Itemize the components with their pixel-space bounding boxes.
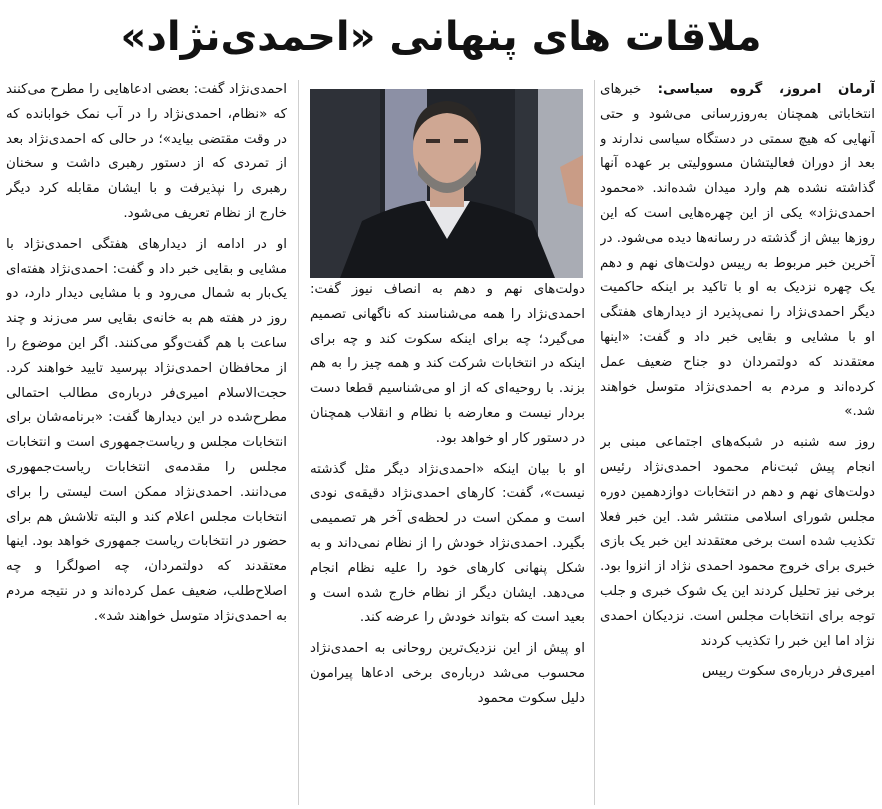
article-paragraph (600, 78, 875, 425)
article-paragraph: او با بیان اینکه «احمدی‌نژاد دیگر مثل گذشته نیست»، گفت: کارهای احمدی‌نژاد دقیقه‌ی نودی است و ممکن است در لحظه‌ی آخر هر تصمیمی بگیرد. احمدی‌نژاد خودش را از نظام نمی‌داند و به شکل پنهانی کارهای خود را علیه نظام انجام می‌دهد. ایشان دیگر از نظام خارج شده است و بعید است که بتواند خودش را عرضه کند. (310, 461, 585, 626)
paragraph-text: خبرهای انتخاباتی همچنان به‌روزرسانی می‌شود و حتی آنهایی که هیچ سمتی در دستگاه سیاسی ندارند و بعد از دوران فعالیتشان مسوولیتی بر عهده آنها گذاشته نشده هم وارد میدان شده‌اند. «محمود احمدی‌نژاد» یکی از این چهره‌هایی است که این روزها بیش از گذشته در رسانه‌ها دیده می‌شود. در آخرین خبر مربوط به رییس دولت‌های نهم و دهم یک چهره نزدیک به او با تاکید بر اینکه حاکمیت دیگر احمدی‌نژاد را نمی‌پذیرد از دیدارهای هفتگی او با مشایی و بقایی خبر داد و گفت: «اینها معتقدند که دولتمردان دو جناح ضعیف عمل کرده‌اند و مردم به احمدی‌نژاد متوسل خواهند شد.» (600, 82, 875, 420)
article-paragraph: او در ادامه از دیدارهای هفتگی احمدی‌نژاد با مشایی و بقایی خبر داد و گفت: احمدی‌نژاد هفته‌ای یک‌بار به شمال می‌رود و با مشایی دیدار دارد، دو روز در هفته هم به خانه‌ی بقایی سر می‌زند و چند ساعت با هم گفت‌وگو می‌کنند. اگر این موضوع را از محافظان احمدی‌نژاد بپرسید تایید خواهند کرد. حجت‌الاسلام امیری‌فر درباره‌ی مطالب احتمالی مطرح‌شده در این دیدارها گفت: «برنامه‌شان برای انتخابات مجلس و ریاست‌جمهوری است و انتخابات مجلس را مقدمه‌ی انتخابات ریاست‌جمهوری می‌دانند. احمدی‌نژاد ممکن است لیستی را برای انتخابات مجلس اعلام کند و البته تلاشش هم برای حضور در انتخابات ریاست جمهوری خواهد بود. اینها معتقدند که دولتمردان، چه اصولگرا و چه اصلاح‌طلب، ضعیف عمل کرده‌اند و در نتیجه مردم به احمدی‌نژاد متوسل خواهند شد». (6, 236, 287, 624)
article-column-middle (310, 278, 585, 809)
article-paragraph: دولت‌های نهم و دهم به انصاف نیوز گفت: احمدی‌نژاد را همه می‌شناسند که ناگهانی تصمیم می‌گیرد؛ چه برای اینکه سکوت کند و چه برای اینکه در انتخابات شرکت کند و همه چیز را به هم بزند. با روحیه‌ای که از او می‌شناسیم قطعا دست بردار نیست و معارضه با نظام و انقلاب همچنان در دستور کار او خواهد بود. (310, 282, 585, 446)
column-divider (594, 80, 595, 805)
article-column-right (600, 78, 875, 809)
portrait-illustration (310, 89, 583, 278)
article-paragraph: احمدی‌نژاد گفت: بعضی ادعاهایی را مطرح می‌کنند که «نظام، احمدی‌نژاد را در آب نمک خوابانده که در وقت مقتضی بیاید»؛ در حالی که احمدی‌نژاد بعد از تمردی که از دستور رهبری داشت و سخنان رهبری را نپذیرفت و با ایشان مقابله کرد دیگر خارج از نظام تعریف می‌شود. (6, 82, 287, 221)
article-column-left (6, 78, 287, 809)
article-photo (310, 89, 583, 278)
article-paragraph: او پیش از این نزدیک‌ترین روحانی به احمدی‌نژاد محسوب می‌شد درباره‌ی برخی ادعاها پیرامون دلیل سکوت محمود (310, 641, 585, 706)
byline: آرمان امروز، گروه سیاسی: (657, 82, 875, 97)
column-divider (298, 80, 299, 805)
article-paragraph: امیری‌فر درباره‌ی سکوت رییس (701, 664, 875, 680)
headline: ملاقات های پنهانی «احمدی‌نژاد» (120, 14, 762, 60)
article-paragraph: روز سه شنبه در شبکه‌های اجتماعی مبنی بر انجام پیش ثبت‌نام محمود احمدی‌نژاد رئیس دولت‌های نهم و دهم در انتخابات دوازدهمین دوره مجلس شورای اسلامی منتشر شد. این خبر فعلا تکذیب شده است برخی معتقدند این خبر یک بازی خبری برای خروج محمود احمدی نژاد از انزوا بود. برخی نیز تحلیل کردند این یک شوک خبری و جلب توجه برای انتخابات مجلس است. نزدیکان احمدی نژاد اما این خبر را تکذیب کردند (600, 435, 875, 649)
